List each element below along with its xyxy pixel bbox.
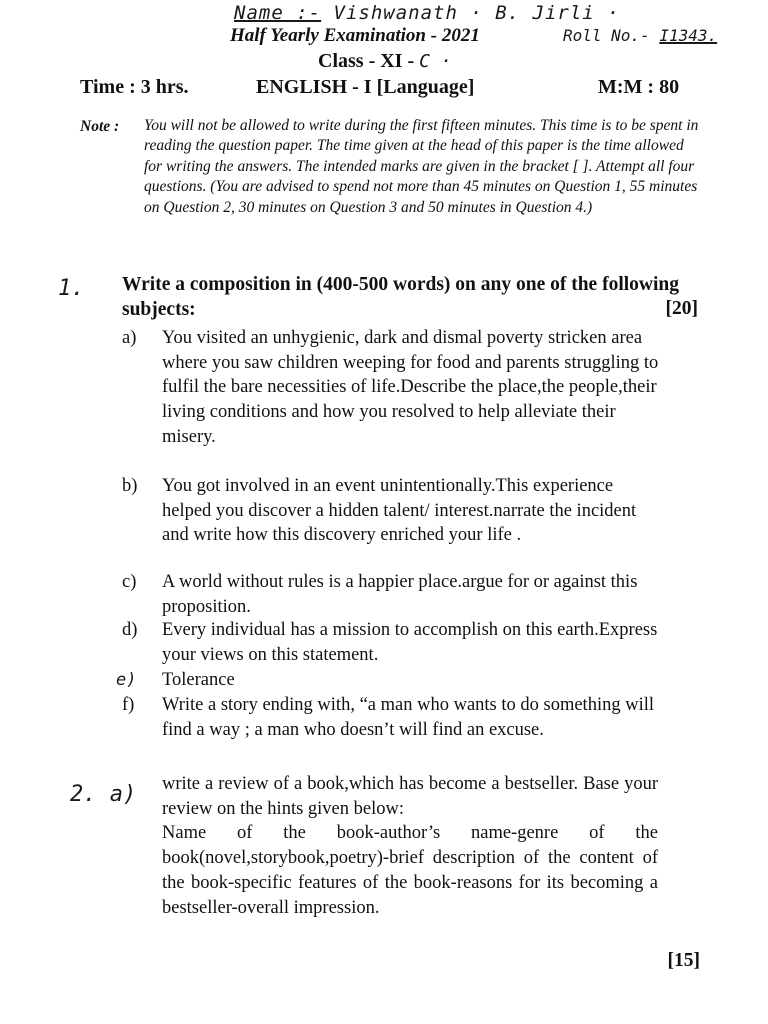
subject-title: ENGLISH - I [Language] [256, 76, 475, 98]
option-d [122, 618, 662, 667]
name-label: Name :- [234, 2, 322, 24]
option-letter: c) [122, 572, 137, 592]
question-1-number: 1. [58, 276, 85, 301]
note-text: You will not be allowed to write during the first fifteen minutes. This time is to be spent in reading the question paper. The time given at the head of this paper is the time allowed for writing the answers. The intended marks are given in the bracket [ ]. Attempt all four questions. (You are advised to spend not more than 45 minutes on Question 1, 55 minutes on Question 2, 30 minutes on Question 3 and 50 minutes in Question 4.) [144, 117, 699, 216]
time-allowed: Time : 3 hrs. [80, 76, 189, 98]
question-2-number: 2. a) [70, 782, 137, 807]
option-text: You visited an unhygienic, dark and dismal poverty stricken area where you saw children weeping for food and parents struggling to fulfil the bare necessities of life.Describe the place,the people,their living conditions and how you resolved to help alleviate their misery. [162, 328, 659, 447]
class-label: Class - XI - [318, 50, 415, 72]
student-name [234, 2, 620, 24]
roll-value: I1343. [659, 26, 718, 45]
option-letter: e) [116, 670, 137, 690]
question-2-text [162, 772, 658, 920]
max-marks: M:M : 80 [598, 76, 680, 98]
option-e [116, 668, 662, 693]
class-section: C · [419, 51, 452, 72]
roll-number [563, 26, 717, 45]
note-label: Note : [80, 118, 120, 135]
question-1-marks: [20] [665, 298, 698, 319]
question-2-prompt: write a review of a book,which has become a bestseller. Base your review on the hints given below: [162, 774, 658, 819]
instructions-note [80, 116, 700, 218]
question-2-hints: Name of the book-author’s name-genre of the book(novel,storybook,poetry)-brief description of the content of the book-specific features of the book-reasons for its becoming a bestseller-overall impression. [162, 823, 658, 918]
option-text: Every individual has a mission to accomplish on this earth.Express your views on this statement. [162, 620, 658, 665]
roll-label: Roll No.- [563, 26, 650, 45]
option-text: Write a story ending with, “a man who wants to do something will find a way ; a man who doesn’t will find an excuse. [162, 695, 654, 740]
class-line [318, 50, 452, 73]
option-text: A world without rules is a happier place.argue for or against this proposition. [162, 572, 638, 617]
option-letter: d) [122, 620, 138, 640]
option-b [122, 474, 662, 548]
question-2-marks: [15] [667, 950, 700, 971]
option-f [122, 693, 662, 742]
option-text: You got involved in an event unintentionally.This experience helped you discover a hidden talent/ interest.narrate the incident and write how this discovery enriched your life . [162, 476, 637, 546]
option-c [122, 570, 662, 619]
option-letter: f) [122, 695, 135, 715]
name-value: Vishwanath · B. Jirli · [333, 2, 620, 24]
option-text: Tolerance [162, 670, 235, 690]
option-letter: b) [122, 476, 138, 496]
exam-title: Half Yearly Examination - 2021 [230, 25, 480, 46]
option-letter: a) [122, 328, 137, 348]
option-a [122, 326, 662, 450]
question-1-text: Write a composition in (400-500 words) on any one of the following subjects: [122, 274, 680, 320]
